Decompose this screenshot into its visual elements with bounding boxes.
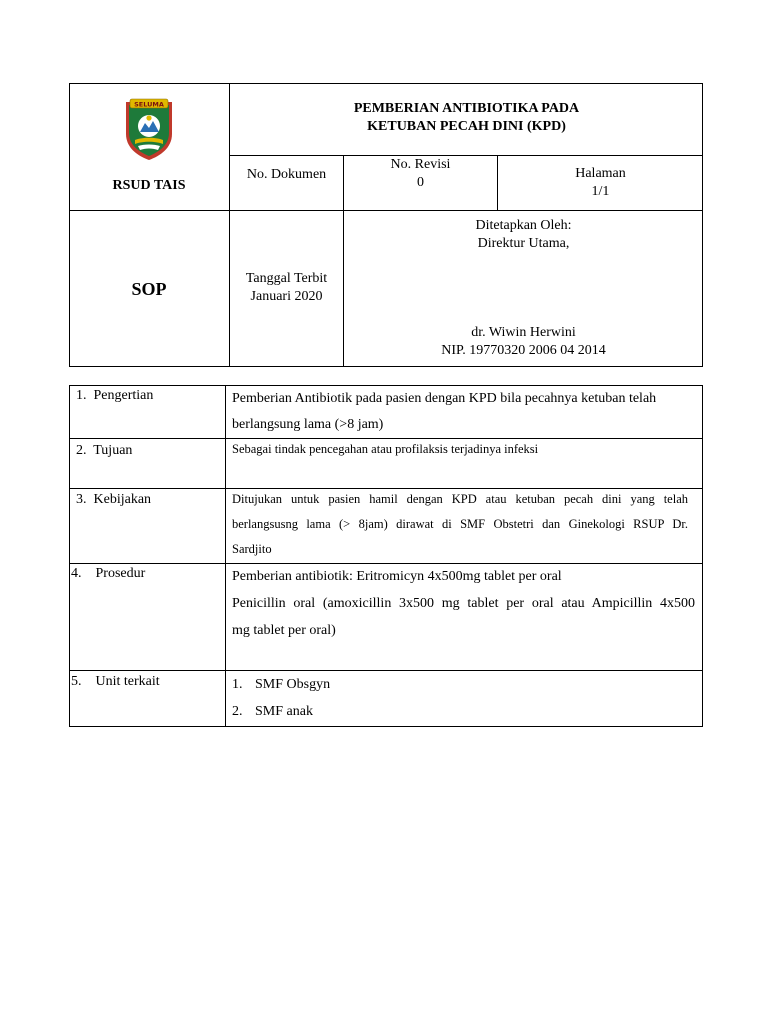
title-line: KETUBAN PECAH DINI (KPD): [367, 119, 566, 134]
hospital-logo: [122, 96, 176, 162]
ditetapkan-oleh: [344, 217, 703, 253]
tanggal-terbit: [230, 270, 343, 306]
no-revisi-value: 0: [417, 175, 424, 190]
signer-name: dr. Wiwin Herwini: [471, 325, 576, 340]
hospital-name: RSUD TAIS: [112, 178, 186, 193]
content-line: Ditujukan untuk pasien hamil dengan KPD atau ketuban pecah dini yang telah: [232, 492, 688, 506]
section-content-pengertian: [232, 386, 696, 438]
list-number: 2.: [232, 704, 243, 719]
section-label-unit-terkait: 5. Unit terkait: [71, 674, 160, 689]
content-line: Sardjito: [232, 542, 272, 556]
content-line: Penicillin oral (amoxicillin 3x500 mg tablet per oral atau Ampicillin 4x500: [232, 596, 695, 611]
content-line: Pemberian Antibiotik pada pasien dengan KPD bila pecahnya ketuban telah: [232, 391, 657, 406]
divider: [69, 438, 703, 439]
content-line: Sebagai tindak pencegahan atau profilaksis terjadinya infeksi: [232, 442, 539, 456]
list-number: 1.: [232, 677, 243, 692]
no-revisi-cell: [344, 156, 497, 192]
sop-label: SOP: [131, 278, 167, 299]
section-label-tujuan: 2. Tujuan: [76, 443, 133, 458]
content-line: berlangsung lama (>8 jam): [232, 417, 384, 432]
divider: [225, 385, 226, 727]
tanggal-value: Januari 2020: [250, 289, 323, 304]
list-item: [232, 698, 695, 725]
section-label-pengertian: 1. Pengertian: [76, 388, 154, 403]
section-content-prosedur: [232, 563, 695, 644]
section-content-unit-terkait: [232, 671, 695, 725]
section-label-kebijakan: 3. Kebijakan: [76, 492, 152, 507]
halaman-label: Halaman: [575, 166, 626, 181]
document-title: [230, 100, 703, 136]
halaman-cell: [498, 165, 703, 201]
ditetapkan-role: Direktur Utama,: [477, 236, 570, 251]
section-content-tujuan: [232, 441, 696, 457]
section-content-kebijakan: [232, 487, 688, 562]
no-revisi-label: No. Revisi: [390, 157, 451, 172]
svg-text:SELUMA: SELUMA: [134, 100, 164, 109]
title-line: PEMBERIAN ANTIBIOTIKA PADA: [353, 101, 580, 116]
list-text: SMF Obsgyn: [255, 677, 331, 692]
content-line: Pemberian antibiotik: Eritromicyn 4x500mg tablet per oral: [232, 569, 562, 584]
content-line: mg tablet per oral): [232, 623, 336, 638]
list-item: [232, 671, 695, 698]
halaman-value: 1/1: [591, 184, 610, 199]
signer-nip: NIP. 19770320 2006 04 2014: [441, 343, 606, 358]
divider: [69, 210, 703, 211]
list-text: SMF anak: [255, 704, 313, 719]
signature-block: [344, 324, 703, 360]
content-line: berlangsusng lama (> 8jam) dirawat di SMF Obstetri dan Ginekologi RSUP Dr.: [232, 517, 688, 531]
tanggal-label: Tanggal Terbit: [245, 271, 328, 286]
ditetapkan-label: Ditetapkan Oleh:: [475, 218, 572, 233]
section-label-prosedur: 4. Prosedur: [71, 566, 146, 581]
no-dokumen-label: No. Dokumen: [246, 167, 327, 182]
